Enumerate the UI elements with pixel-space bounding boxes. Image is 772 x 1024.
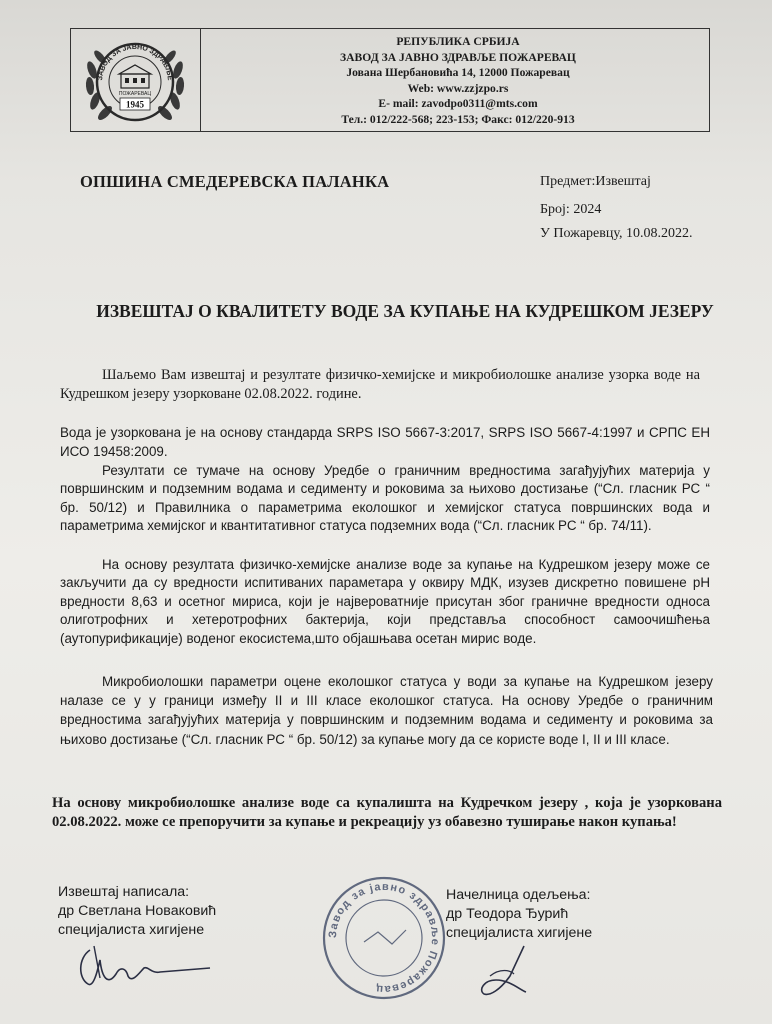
- stamp-ring-text: Завод за јавно здравље Пожаревац: [326, 880, 442, 996]
- reference-number: Број: 2024: [540, 202, 602, 217]
- legal-basis-paragraph: [60, 462, 710, 536]
- official-stamp: [318, 872, 450, 1004]
- intro-paragraph: [60, 366, 700, 403]
- letterhead-website: Web: www.zzjzpo.rs: [407, 81, 509, 95]
- recipient-municipality: ОПШИНА СМЕДЕРЕВСКА ПАЛАНКА: [80, 172, 390, 191]
- physicochemical-paragraph: [60, 556, 710, 648]
- head-name: др Теодора Ђурић: [446, 906, 569, 922]
- conclusion-recommendation: На основу микробиолошке анализе воде са купалишта на Кудречком језеру , која је узоркована 02.08.2022. може се препоручити за купање и рекреацију уз обавезно туширање након купања!: [52, 795, 722, 830]
- letterhead-country: РЕПУБЛИКА СРБИЈА: [396, 35, 520, 48]
- microbiological-text: Микробиолошки параметри оцене еколошког статуса у води за купање на Кудрешком језеру налазе се у у граници између II и III класе еколошког статуса. На основу Уредбе о граничним вредностима загађујућих материја у површинским и подземним водама и седименту и роковима за њихово достизање (“Сл. гласник РС “ бр. 50/12) за купање могу да се користе воде I, II и III класе.: [60, 674, 713, 747]
- letterhead-email: E- mail: zavodpo0311@mts.com: [378, 97, 538, 111]
- author-name: др Светлана Новаковић: [58, 903, 217, 919]
- signature-block-author: [58, 883, 216, 940]
- letterhead-address: Јована Шербановића 14, 12000 Пожаревац: [346, 66, 570, 80]
- place-and-date: У Пожаревцу, 10.08.2022.: [540, 226, 693, 241]
- signature-block-head: [446, 886, 592, 943]
- head-title: специјалиста хигијене: [446, 925, 593, 941]
- institute-seal-logo: [78, 30, 192, 130]
- intro-text: Шаљемо Вам извештај и резултате физичко-хемијске и микробиолошке анализе узорка воде на Кудрешком језеру узорковане 02.08.2022. године.: [60, 367, 700, 402]
- author-title: специјалиста хигијене: [58, 922, 205, 938]
- author-role: Извештај написала:: [58, 884, 190, 900]
- physicochemical-text: На основу резултата физичко-хемијске анализе воде за купање на Кудрешком језеру може се закључити да су вредности испитиваних параметара у оквиру МДК, изузев дискретно повишене pH вредности 8,63 и осетног мириса, који је највероватније присутан због граничне вредности односа олиготрофних и хетеротрофних бактерија, који представља способност самоочишћења (аутопурификације) воденог екосистема,што објашњава осетан мирис воде.: [60, 557, 710, 646]
- seal-year: 1945: [126, 99, 144, 110]
- head-role: Начелница одељења:: [446, 887, 591, 903]
- letterhead-contact-block: [208, 34, 708, 128]
- subject-line: Предмет:Извештај: [540, 174, 651, 189]
- microbiological-paragraph: [60, 672, 713, 749]
- legal-basis-text: Резултати се тумаче на основу Уредбе о граничним вредностима загађујућих материја у површинским и подземним водама и седименту и роковима за њихово достизање (“Сл. гласник РС “ бр. 50/12) и Правилника о параметрима еколошког и хемијског статуса површинских вода и параметрима хемијског и квантитативног статуса подземних вода (“Сл. гласник РС “ бр. 74/11).: [60, 463, 710, 534]
- seal-arc-text: ЗАВОД ЗА ЈАВНО ЗДРАВЉЕ: [96, 43, 174, 81]
- sampling-paragraph: [60, 424, 710, 461]
- letterhead-divider: [200, 28, 201, 132]
- head-signature: [470, 940, 550, 1010]
- report-title: ИЗВЕШТАЈ О КВАЛИТЕТУ ВОДЕ ЗА КУПАЊЕ НА КУДРЕШКОМ ЈЕЗЕРУ: [96, 301, 714, 321]
- svg-text:ЗАВОД ЗА ЈАВНО ЗДРАВЉЕ: [97, 44, 173, 81]
- seal-sub-text: ПОЖАРЕВАЦ: [118, 91, 152, 97]
- letterhead-phone-fax: Тел.: 012/222-568; 223-153; Факс: 012/220-913: [341, 112, 575, 126]
- sampling-text: Вода је узоркована је на основу стандарда SRPS ISO 5667-3:2017, SRPS ISO 5667-4:1997 и СРПС ЕН ИСО 19458:2009.: [60, 425, 710, 459]
- letterhead-institute-name: ЗАВОД ЗА ЈАВНО ЗДРАВЉЕ ПОЖАРЕВАЦ: [340, 50, 576, 64]
- author-signature: [70, 938, 220, 998]
